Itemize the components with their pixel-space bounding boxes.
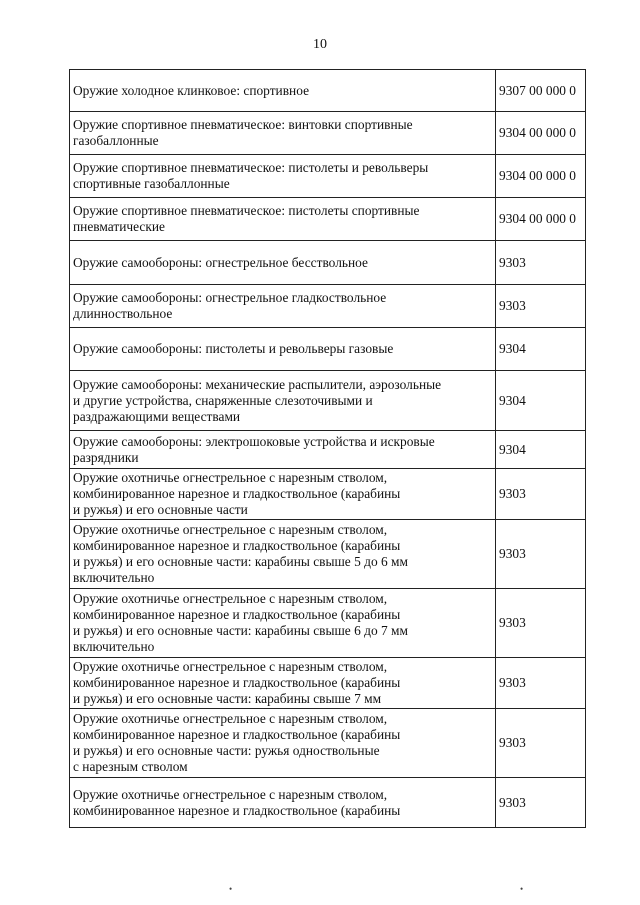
row-description: Оружие самообороны: механические распылители, аэрозольные и другие устройства, снаряженные слезоточивыми и раздражающими веществами <box>70 371 496 431</box>
row-code: 9303 <box>496 241 586 285</box>
row-description: Оружие охотничье огнестрельное с нарезным стволом, комбинированное нарезное и гладкоствольное (карабины и ружья) и его основные части: карабины свыше 6 до 7 мм включительно <box>70 589 496 658</box>
row-description: Оружие охотничье огнестрельное с нарезным стволом, комбинированное нарезное и гладкоствольное (карабины и ружья) и его основные части <box>70 469 496 520</box>
row-code: 9304 <box>496 328 586 371</box>
row-description: Оружие охотничье огнестрельное с нарезным стволом, комбинированное нарезное и гладкоствольное (карабины и ружья) и его основные части: ружья одноствольные с нарезным стволом <box>70 709 496 778</box>
row-code: 9303 <box>496 709 586 778</box>
row-description: Оружие охотничье огнестрельное с нарезным стволом, комбинированное нарезное и гладкоствольное (карабины и ружья) и его основные части: карабины свыше 7 мм <box>70 658 496 709</box>
row-description: Оружие самообороны: огнестрельное гладкоствольное длинноствольное <box>70 285 496 328</box>
scan-mark: • <box>520 884 524 894</box>
row-code: 9304 00 000 0 <box>496 198 586 241</box>
row-description: Оружие самообороны: электрошоковые устройства и искровые разрядники <box>70 431 496 469</box>
table-row <box>70 709 586 778</box>
row-description: Оружие спортивное пневматическое: пистолеты и револьверы спортивные газобаллонные <box>70 155 496 198</box>
weapons-code-table <box>69 69 586 828</box>
row-description: Оружие спортивное пневматическое: винтовки спортивные газобаллонные <box>70 112 496 155</box>
row-description: Оружие самообороны: пистолеты и револьверы газовые <box>70 328 496 371</box>
row-description: Оружие охотничье огнестрельное с нарезным стволом, комбинированное нарезное и гладкоствольное (карабины и ружья) и его основные части: карабины свыше 5 до 6 мм включительно <box>70 520 496 589</box>
scan-mark: • <box>229 884 233 894</box>
table-row <box>70 70 586 112</box>
table-row <box>70 658 586 709</box>
row-code: 9303 <box>496 520 586 589</box>
row-code: 9303 <box>496 778 586 828</box>
row-code: 9304 <box>496 371 586 431</box>
table-row <box>70 241 586 285</box>
table-row <box>70 431 586 469</box>
row-description: Оружие самообороны: огнестрельное бесствольное <box>70 241 496 285</box>
table-row <box>70 112 586 155</box>
table-row <box>70 371 586 431</box>
row-code: 9303 <box>496 469 586 520</box>
row-code: 9304 <box>496 431 586 469</box>
table-row <box>70 520 586 589</box>
table-row <box>70 778 586 828</box>
table-row <box>70 198 586 241</box>
row-description: Оружие спортивное пневматическое: пистолеты спортивные пневматические <box>70 198 496 241</box>
table-row <box>70 155 586 198</box>
row-description: Оружие охотничье огнестрельное с нарезным стволом, комбинированное нарезное и гладкоствольное (карабины <box>70 778 496 828</box>
row-code: 9304 00 000 0 <box>496 155 586 198</box>
table-body <box>70 70 586 828</box>
row-description: Оружие холодное клинковое: спортивное <box>70 70 496 112</box>
table-row <box>70 328 586 371</box>
table-row <box>70 469 586 520</box>
row-code: 9307 00 000 0 <box>496 70 586 112</box>
table-row <box>70 285 586 328</box>
row-code: 9303 <box>496 589 586 658</box>
row-code: 9303 <box>496 285 586 328</box>
table-row <box>70 589 586 658</box>
row-code: 9304 00 000 0 <box>496 112 586 155</box>
page-number: 10 <box>313 37 327 52</box>
row-code: 9303 <box>496 658 586 709</box>
